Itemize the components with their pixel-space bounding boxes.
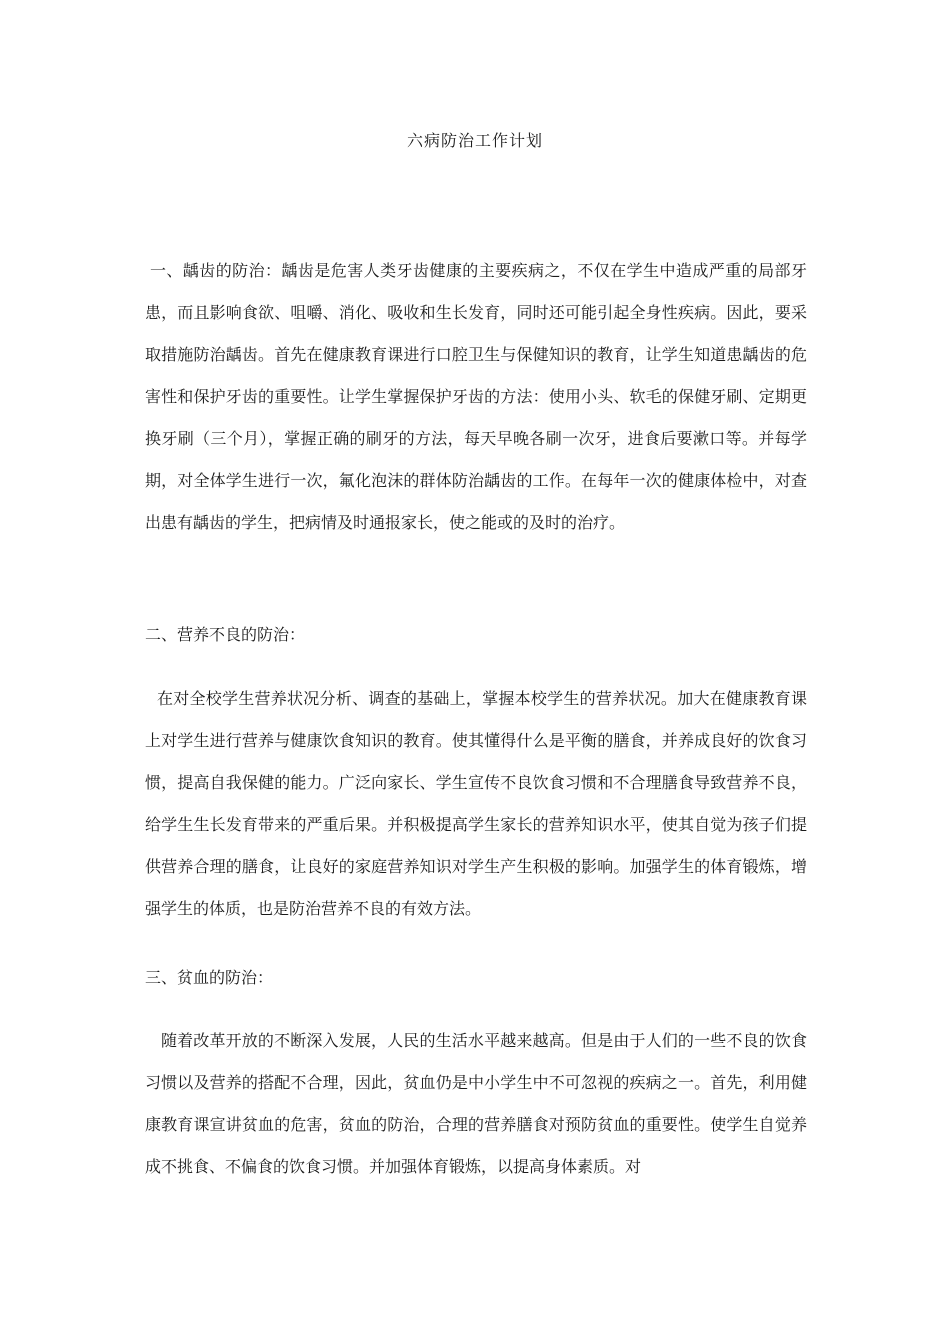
- section-1-paragraph: 一、龋齿的防治：龋齿是危害人类牙齿健康的主要疾病之，不仅在学生中造成严重的局部牙患，而且影响食欲、咀嚼、消化、吸收和生长发育，同时还可能引起全身性疾病。因此，要采取措施防治龋齿。首先在健康教育课进行口腔卫生与保健知识的教育，让学生知道患龋齿的危害性和保护牙齿的重要性。让学生掌握保护牙齿的方法：使用小头、软毛的保健牙刷、定期更换牙刷（三个月），掌握正确的刷牙的方法，每天早晚各刷一次牙，进食后要漱口等。并每学期，对全体学生进行一次，氟化泡沫的群体防治龋齿的工作。在每年一次的健康体检中，对查出患有龋齿的学生，把病情及时通报家长，使之能或的及时的治疗。: [145, 261, 807, 532]
- section-3-heading: 三、贫血的防治：: [145, 968, 274, 987]
- section-2-heading: 二、营养不良的防治：: [145, 625, 306, 644]
- document-title: 六病防治工作计划: [406, 131, 543, 150]
- section-2-paragraph: 在对全校学生营养状况分析、调查的基础上，掌握本校学生的营养状况。加大在健康教育课上对学生进行营养与健康饮食知识的教育。使其懂得什么是平衡的膳食，并养成良好的饮食习惯，提高自我保健的能力。广泛向家长、学生宣传不良饮食习惯和不合理膳食导致营养不良，给学生生长发育带来的严重后果。并积极提高学生家长的营养知识水平，使其自觉为孩子们提供营养合理的膳食，让良好的家庭营养知识对学生产生积极的影响。加强学生的体育锻炼，增强学生的体质，也是防治营养不良的有效方法。: [145, 689, 807, 918]
- section-3-paragraph: 随着改革开放的不断深入发展，人民的生活水平越来越高。但是由于人们的一些不良的饮食习惯以及营养的搭配不合理，因此，贫血仍是中小学生中不可忽视的疾病之一。首先，利用健康教育课宣讲贫血的危害，贫血的防治，合理的营养膳食对预防贫血的重要性。使学生自觉养成不挑食、不偏食的饮食习惯。并加强体育锻炼，以提高身体素质。对: [145, 1031, 807, 1176]
